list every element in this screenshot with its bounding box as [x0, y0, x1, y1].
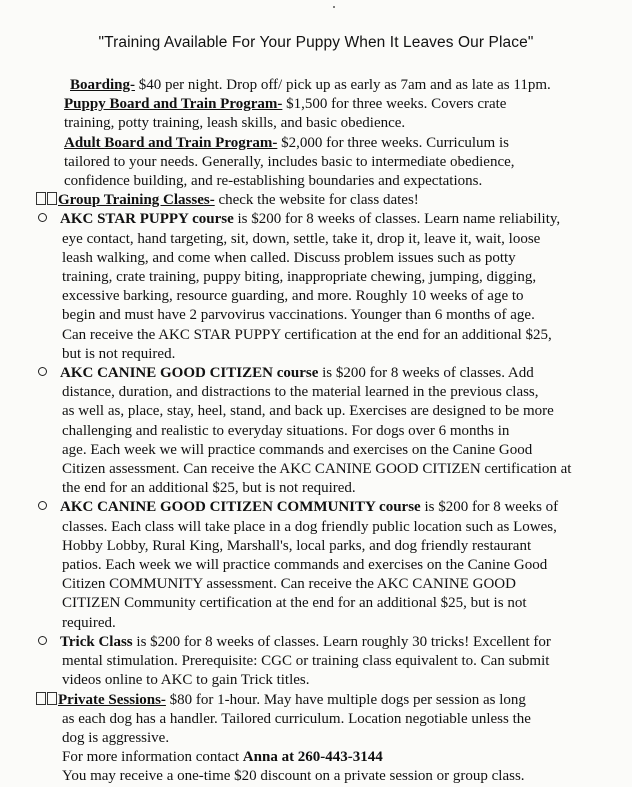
private-label: Private Sessions-: [58, 691, 166, 708]
boarding-line: Boarding- $40 per night. Drop off/ pick up as early as 7am and as late as 11pm.: [70, 77, 551, 93]
cgc-text: the end for an additional $25, but is not required.: [62, 480, 356, 497]
checkbox-icon: [36, 692, 46, 705]
trick-line: Trick Class is $200 for 8 weeks of classes. Learn roughly 30 tricks! Excellent for: [24, 633, 620, 652]
cgc-text: distance, duration, and distractions to the material learned in the previous class,: [62, 384, 539, 401]
cgc-text: age. Each week we will practice commands and exercises on the Canine Good: [62, 441, 533, 458]
puppy-board-line: Puppy Board and Train Program- $1,500 for three weeks. Covers crate: [64, 96, 507, 113]
adult-board-line: Adult Board and Train Program- $2,000 for three weeks. Curriculum is: [64, 134, 509, 151]
puppy-board-label: Puppy Board and Train Program-: [64, 96, 283, 113]
cgc-text: Citizen assessment. Can receive the AKC CANINE GOOD CITIZEN certification at: [62, 461, 572, 478]
trick-text: videos online to AKC to gain Trick titles.: [62, 672, 310, 689]
adult-board-text: confidence building, and re-establishing boundaries and expectations.: [64, 173, 483, 190]
cgc-community-text: patios. Each week we will practice commands and exercises on the Canine Good: [62, 557, 548, 574]
star-puppy-text: eye contact, hand targeting, sit, down, settle, take it, drop it, leave it, wait, loose: [62, 230, 541, 247]
cgc-text: challenging and realistic to everyday situations. For dogs over 6 months in: [62, 422, 510, 439]
star-puppy-text: begin and must have 2 parvovirus vaccinations. Younger than 6 months of age.: [62, 307, 535, 324]
cgc-label: AKC CANINE GOOD CITIZEN course: [60, 365, 319, 382]
group-line: Group Training Classes- check the website for class dates!: [24, 191, 620, 210]
trick-text: mental stimulation. Prerequisite: CGC or training class equivalent to. Can submit: [62, 653, 550, 670]
contact-phone: Anna at 260-443-3144: [242, 749, 383, 766]
cgc-community-line: AKC CANINE GOOD CITIZEN COMMUNITY course is $200 for 8 weeks of: [24, 498, 620, 517]
cgc-community-label: AKC CANINE GOOD CITIZEN COMMUNITY course: [60, 499, 421, 516]
checkbox-icon: [47, 192, 57, 205]
bullet-circle-icon: [38, 501, 47, 510]
adult-board-text: tailored to your needs. Generally, includes basic to intermediate obedience,: [64, 153, 515, 170]
trick-label: Trick Class: [60, 633, 133, 650]
cgc-text: as well as, place, stay, heel, stand, and back up. Exercises are designed to be more: [62, 403, 554, 420]
bullet-circle-icon: [38, 213, 47, 222]
cgc-line: AKC CANINE GOOD CITIZEN course is $200 for 8 weeks of classes. Add: [24, 364, 620, 383]
star-puppy-label: AKC STAR PUPPY course: [60, 211, 234, 228]
star-puppy-line: AKC STAR PUPPY course is $200 for 8 weeks of classes. Learn name reliability,: [24, 210, 620, 229]
star-puppy-text: leash walking, and come when called. Discuss problem issues such as potty: [62, 249, 516, 266]
cgc-community-text: required.: [62, 614, 116, 631]
cgc-community-text: CITIZEN Community certification at the end for an additional $25, but is not: [62, 595, 527, 612]
bullet-circle-icon: [38, 367, 47, 376]
group-label: Group Training Classes-: [58, 192, 215, 209]
discount-line: You may receive a one-time $20 discount on a private session or group class.: [62, 768, 525, 785]
star-puppy-text: excessive barking, resource guarding, and more. Roughly 10 weeks of age to: [62, 288, 524, 305]
document-body: [24, 76, 620, 787]
page-title: "Training Available For Your Puppy When It Leaves Our Place": [98, 34, 534, 51]
private-text: as each dog has a handler. Tailored curriculum. Location negotiable unless the: [62, 710, 531, 727]
star-puppy-text: Can receive the AKC STAR PUPPY certification at the end for an additional $25,: [62, 326, 552, 343]
checkbox-icon: [36, 192, 46, 205]
speck: [333, 6, 335, 8]
adult-board-label: Adult Board and Train Program-: [64, 134, 278, 151]
puppy-board-text: training, potty training, leash skills, and basic obedience.: [64, 115, 406, 132]
star-puppy-text: but is not required.: [62, 345, 176, 362]
cgc-community-text: classes. Each class will take place in a dog friendly public location such as Lowes,: [62, 518, 557, 535]
private-line: Private Sessions- $80 for 1-hour. May have multiple dogs per session as long: [24, 691, 620, 710]
boarding-label: Boarding-: [70, 77, 136, 93]
star-puppy-text: training, crate training, puppy biting, inappropriate chewing, jumping, digging,: [62, 269, 537, 286]
cgc-community-text: Hobby Lobby, Rural King, Marshall's, local parks, and dog friendly restaurant: [62, 537, 532, 554]
cgc-community-text: Citizen COMMUNITY assessment. Can receive the AKC CANINE GOOD: [62, 576, 516, 593]
checkbox-icon: [47, 692, 57, 705]
bullet-circle-icon: [38, 636, 47, 645]
contact-line: For more information contact Anna at 260-443-3144: [62, 749, 383, 766]
private-text: dog is aggressive.: [62, 729, 170, 746]
